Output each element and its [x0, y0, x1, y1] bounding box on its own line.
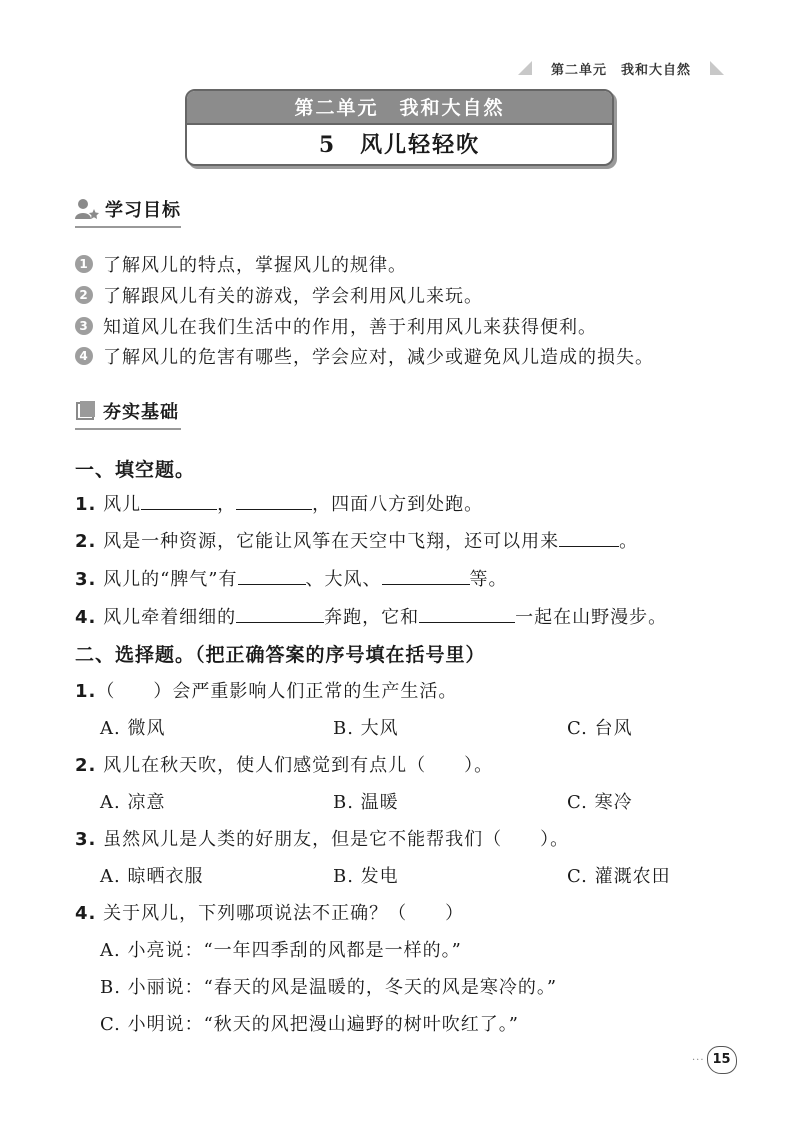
part1-title: 一、填空题。 [75, 459, 196, 481]
page-number: 15 [707, 1046, 737, 1074]
person-star-icon [75, 198, 99, 220]
question-number: 4. [75, 607, 97, 628]
option-b[interactable]: B. 小丽说：“春天的风是温暖的，冬天的风是寒冷的。” [100, 977, 558, 998]
goal-number: 2 [75, 286, 93, 304]
goal-text: 了解风儿的特点，掌握风儿的规律。 [103, 255, 407, 276]
part2-title: 二、选择题。（把正确答案的序号填在括号里） [75, 644, 486, 666]
option-c[interactable]: C. 小明说：“秋天的风把漫山遍野的树叶吹红了。” [100, 1014, 519, 1035]
answer-blank[interactable] [559, 529, 619, 547]
answer-blank[interactable] [236, 492, 312, 510]
option-b[interactable]: B. 大风 [333, 718, 399, 739]
option-b[interactable]: B. 发电 [333, 866, 399, 887]
question-number: 4. [75, 903, 97, 924]
goal-item [75, 282, 483, 308]
goal-number: 3 [75, 317, 93, 335]
basics-heading-underline [75, 428, 181, 430]
question-text: 风儿在秋天吹，使人们感觉到有点儿（ ）。 [103, 755, 494, 776]
option-a[interactable]: A. 晾晒衣服 [100, 866, 204, 887]
goal-item [75, 343, 654, 369]
question-text: 虽然风儿是人类的好朋友，但是它不能帮我们（ ）。 [103, 829, 570, 850]
unit-title: 第二单元 我和大自然 [187, 91, 612, 125]
question-number: 2. [75, 531, 97, 552]
goals-heading-underline [75, 226, 181, 228]
goal-item [75, 313, 597, 339]
question-text: 风是一种资源，它能让风筝在天空中飞翔，还可以用来 [103, 531, 560, 552]
option-a[interactable]: A. 凉意 [100, 792, 166, 813]
fill-question-3 [75, 565, 508, 591]
answer-blank[interactable] [238, 567, 306, 585]
triangle-left-icon [518, 61, 532, 75]
basics-heading-label: 夯实基础 [103, 402, 179, 423]
lesson-title: 5 风儿轻轻吹 [318, 132, 481, 158]
question-text: ， [217, 494, 237, 515]
choice-question-2 [75, 751, 493, 777]
goals-heading-label: 学习目标 [105, 200, 181, 221]
question-text: 风儿的“脾气”有 [103, 569, 238, 590]
answer-blank[interactable] [382, 567, 470, 585]
option-c[interactable]: C. 台风 [567, 718, 633, 739]
fill-question-2 [75, 527, 638, 553]
title-box [185, 89, 614, 166]
question-text: 奔跑，它和 [324, 607, 420, 628]
book-icon [75, 400, 97, 422]
running-header-text: 第二单元 我和大自然 [550, 62, 691, 78]
option-c[interactable]: C. 灌溉农田 [567, 866, 671, 887]
answer-blank[interactable] [141, 492, 217, 510]
question-text: 等。 [469, 569, 508, 590]
fill-question-1 [75, 490, 483, 516]
question-text: 、大风、 [305, 569, 382, 590]
option-a[interactable]: A. 小亮说：“一年四季刮的风都是一样的。” [100, 940, 462, 961]
answer-blank[interactable] [236, 605, 324, 623]
dots-decoration-icon: ··· [692, 1054, 705, 1066]
goal-item [75, 251, 407, 277]
choice-question-3 [75, 825, 569, 851]
choice-question-4 [75, 899, 464, 925]
question-number: 3. [75, 569, 97, 590]
triangle-right-icon [710, 61, 724, 75]
goal-text: 知道风儿在我们生活中的作用，善于利用风儿来获得便利。 [103, 317, 597, 338]
goal-number: 4 [75, 347, 93, 365]
option-b[interactable]: B. 温暖 [333, 792, 399, 813]
question-text: 一起在山野漫步。 [515, 607, 668, 628]
choice-question-1 [75, 677, 457, 703]
fill-question-4 [75, 603, 667, 629]
question-text: 风儿 [103, 494, 142, 515]
page-number-badge [692, 1046, 737, 1074]
goal-text: 了解跟风儿有关的游戏，学会利用风儿来玩。 [103, 286, 483, 307]
running-header [518, 58, 724, 78]
question-number: 1. [75, 494, 97, 515]
question-number: 2. [75, 755, 97, 776]
question-number: 1. [75, 681, 97, 702]
question-text: 。 [619, 531, 639, 552]
question-number: 3. [75, 829, 97, 850]
question-text: 风儿牵着细细的 [103, 607, 237, 628]
option-c[interactable]: C. 寒冷 [567, 792, 633, 813]
option-a[interactable]: A. 微风 [100, 718, 166, 739]
goal-number: 1 [75, 255, 93, 273]
answer-blank[interactable] [419, 605, 515, 623]
goals-heading [75, 196, 181, 222]
question-text: （ ）会严重影响人们正常的生产生活。 [96, 681, 458, 702]
question-text: 关于风儿，下列哪项说法不正确？（ ） [103, 903, 465, 924]
goal-text: 了解风儿的危害有哪些，学会应对，减少或避免风儿造成的损失。 [103, 347, 654, 368]
basics-heading [75, 398, 179, 424]
question-text: ，四面八方到处跑。 [312, 494, 484, 515]
